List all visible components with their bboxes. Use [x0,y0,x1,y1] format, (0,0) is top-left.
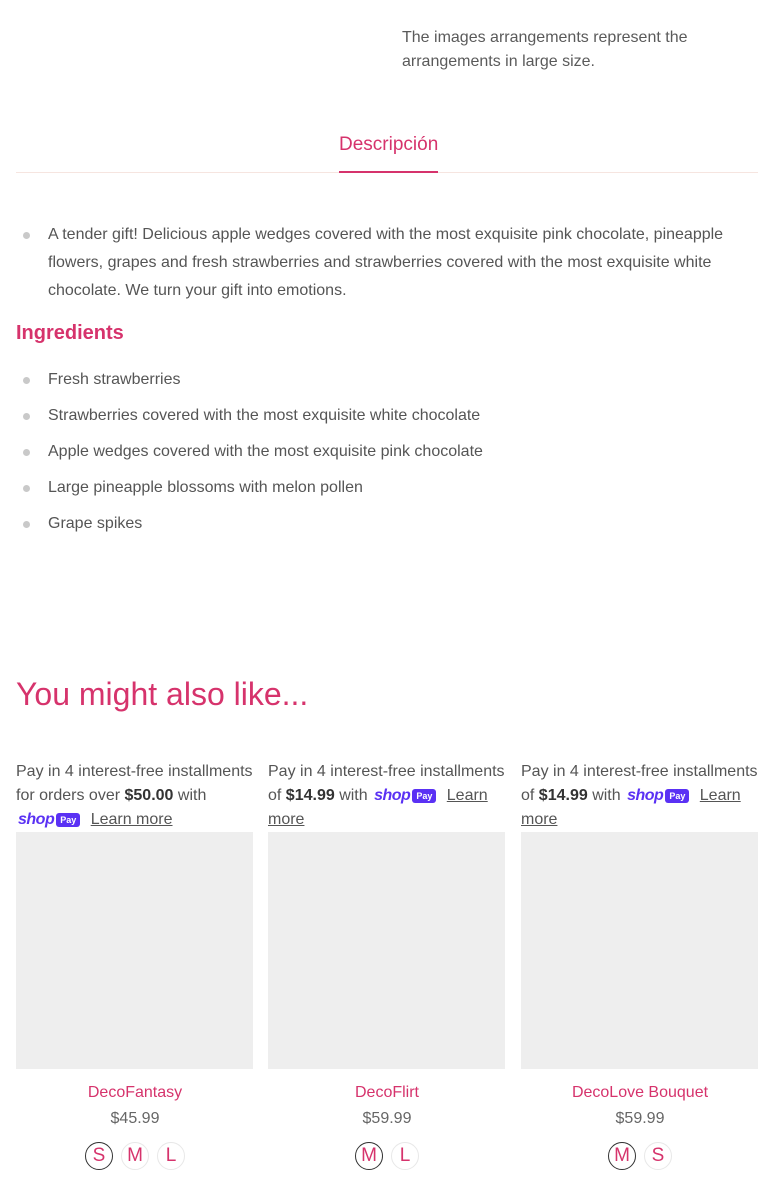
ingredient-item: Apple wedges covered with the most exquisite pink chocolate [16,440,758,476]
product-tabs [16,132,758,173]
shop-pay-installments [16,760,254,832]
product-name[interactable]: DecoFlirt [354,1084,419,1102]
product-card-decolove-bouquet [521,760,759,1170]
installments-text: Pay in 4 interest-free installments of [521,763,758,805]
description-item: A tender gift! Delicious apple wedges covered with the most exquisite pink chocolate, pineapple flowers, grapes and fresh strawberries and strawberries covered with the most exquisite white chocolate. We turn your gift into emotions. [16,221,758,305]
size-option-m[interactable]: M [608,1142,636,1170]
product-image[interactable] [521,832,758,1069]
size-option-m[interactable]: M [121,1142,149,1170]
size-swatches [268,1142,506,1170]
size-option-l[interactable]: L [391,1142,419,1170]
product-card-decofantasy [16,760,254,1170]
size-option-s[interactable]: S [644,1142,672,1170]
size-swatches [16,1142,254,1170]
shop-pay-logo: shop Pay [627,784,689,808]
installments-amount: $14.99 [538,787,588,805]
product-card-decoflirt [268,760,506,1170]
ingredient-item: Fresh strawberries [16,368,758,404]
with-text: with [339,787,368,805]
installments-amount: $14.99 [285,787,335,805]
installments-text: Pay in 4 interest-free installments of [268,763,505,805]
with-text: with [592,787,621,805]
ingredient-item: Large pineapple blossoms with melon pollen [16,476,758,512]
product-price: $59.99 [362,1110,412,1128]
installments-amount: $50.00 [124,787,174,804]
size-option-m[interactable]: M [355,1142,383,1170]
learn-more-link[interactable]: Learn more [90,811,173,829]
image-note: The images arrangements represent the arrangements in large size. [402,29,688,70]
size-option-s[interactable]: S [85,1142,113,1170]
product-image[interactable] [16,832,253,1069]
shop-pay-logo: shop Pay [18,808,80,832]
installments-text: Pay in 4 interest-free installments for orders over [16,763,253,804]
size-option-l[interactable]: L [157,1142,185,1170]
tab-description[interactable]: Descripción [339,132,438,173]
ingredients-list [16,368,758,548]
shop-pay-installments [268,760,506,832]
size-swatches [521,1142,759,1170]
shop-pay-logo: shop Pay [374,784,436,808]
ingredient-item: Grape spikes [16,512,758,548]
product-price: $45.99 [110,1110,160,1128]
learn-more-link[interactable]: Learn more [268,787,488,829]
with-text: with [177,787,207,804]
description-list [16,221,758,305]
ingredient-item: Strawberries covered with the most exquisite white chocolate [16,404,758,440]
product-name[interactable]: DecoLove Bouquet [571,1084,709,1102]
related-title: You might also like... [16,676,309,712]
product-name[interactable]: DecoFantasy [87,1084,183,1102]
learn-more-link[interactable]: Learn more [521,787,741,829]
product-image[interactable] [268,832,505,1069]
shop-pay-installments [521,760,759,832]
ingredients-title: Ingredients [16,322,124,344]
product-price: $59.99 [615,1110,665,1128]
